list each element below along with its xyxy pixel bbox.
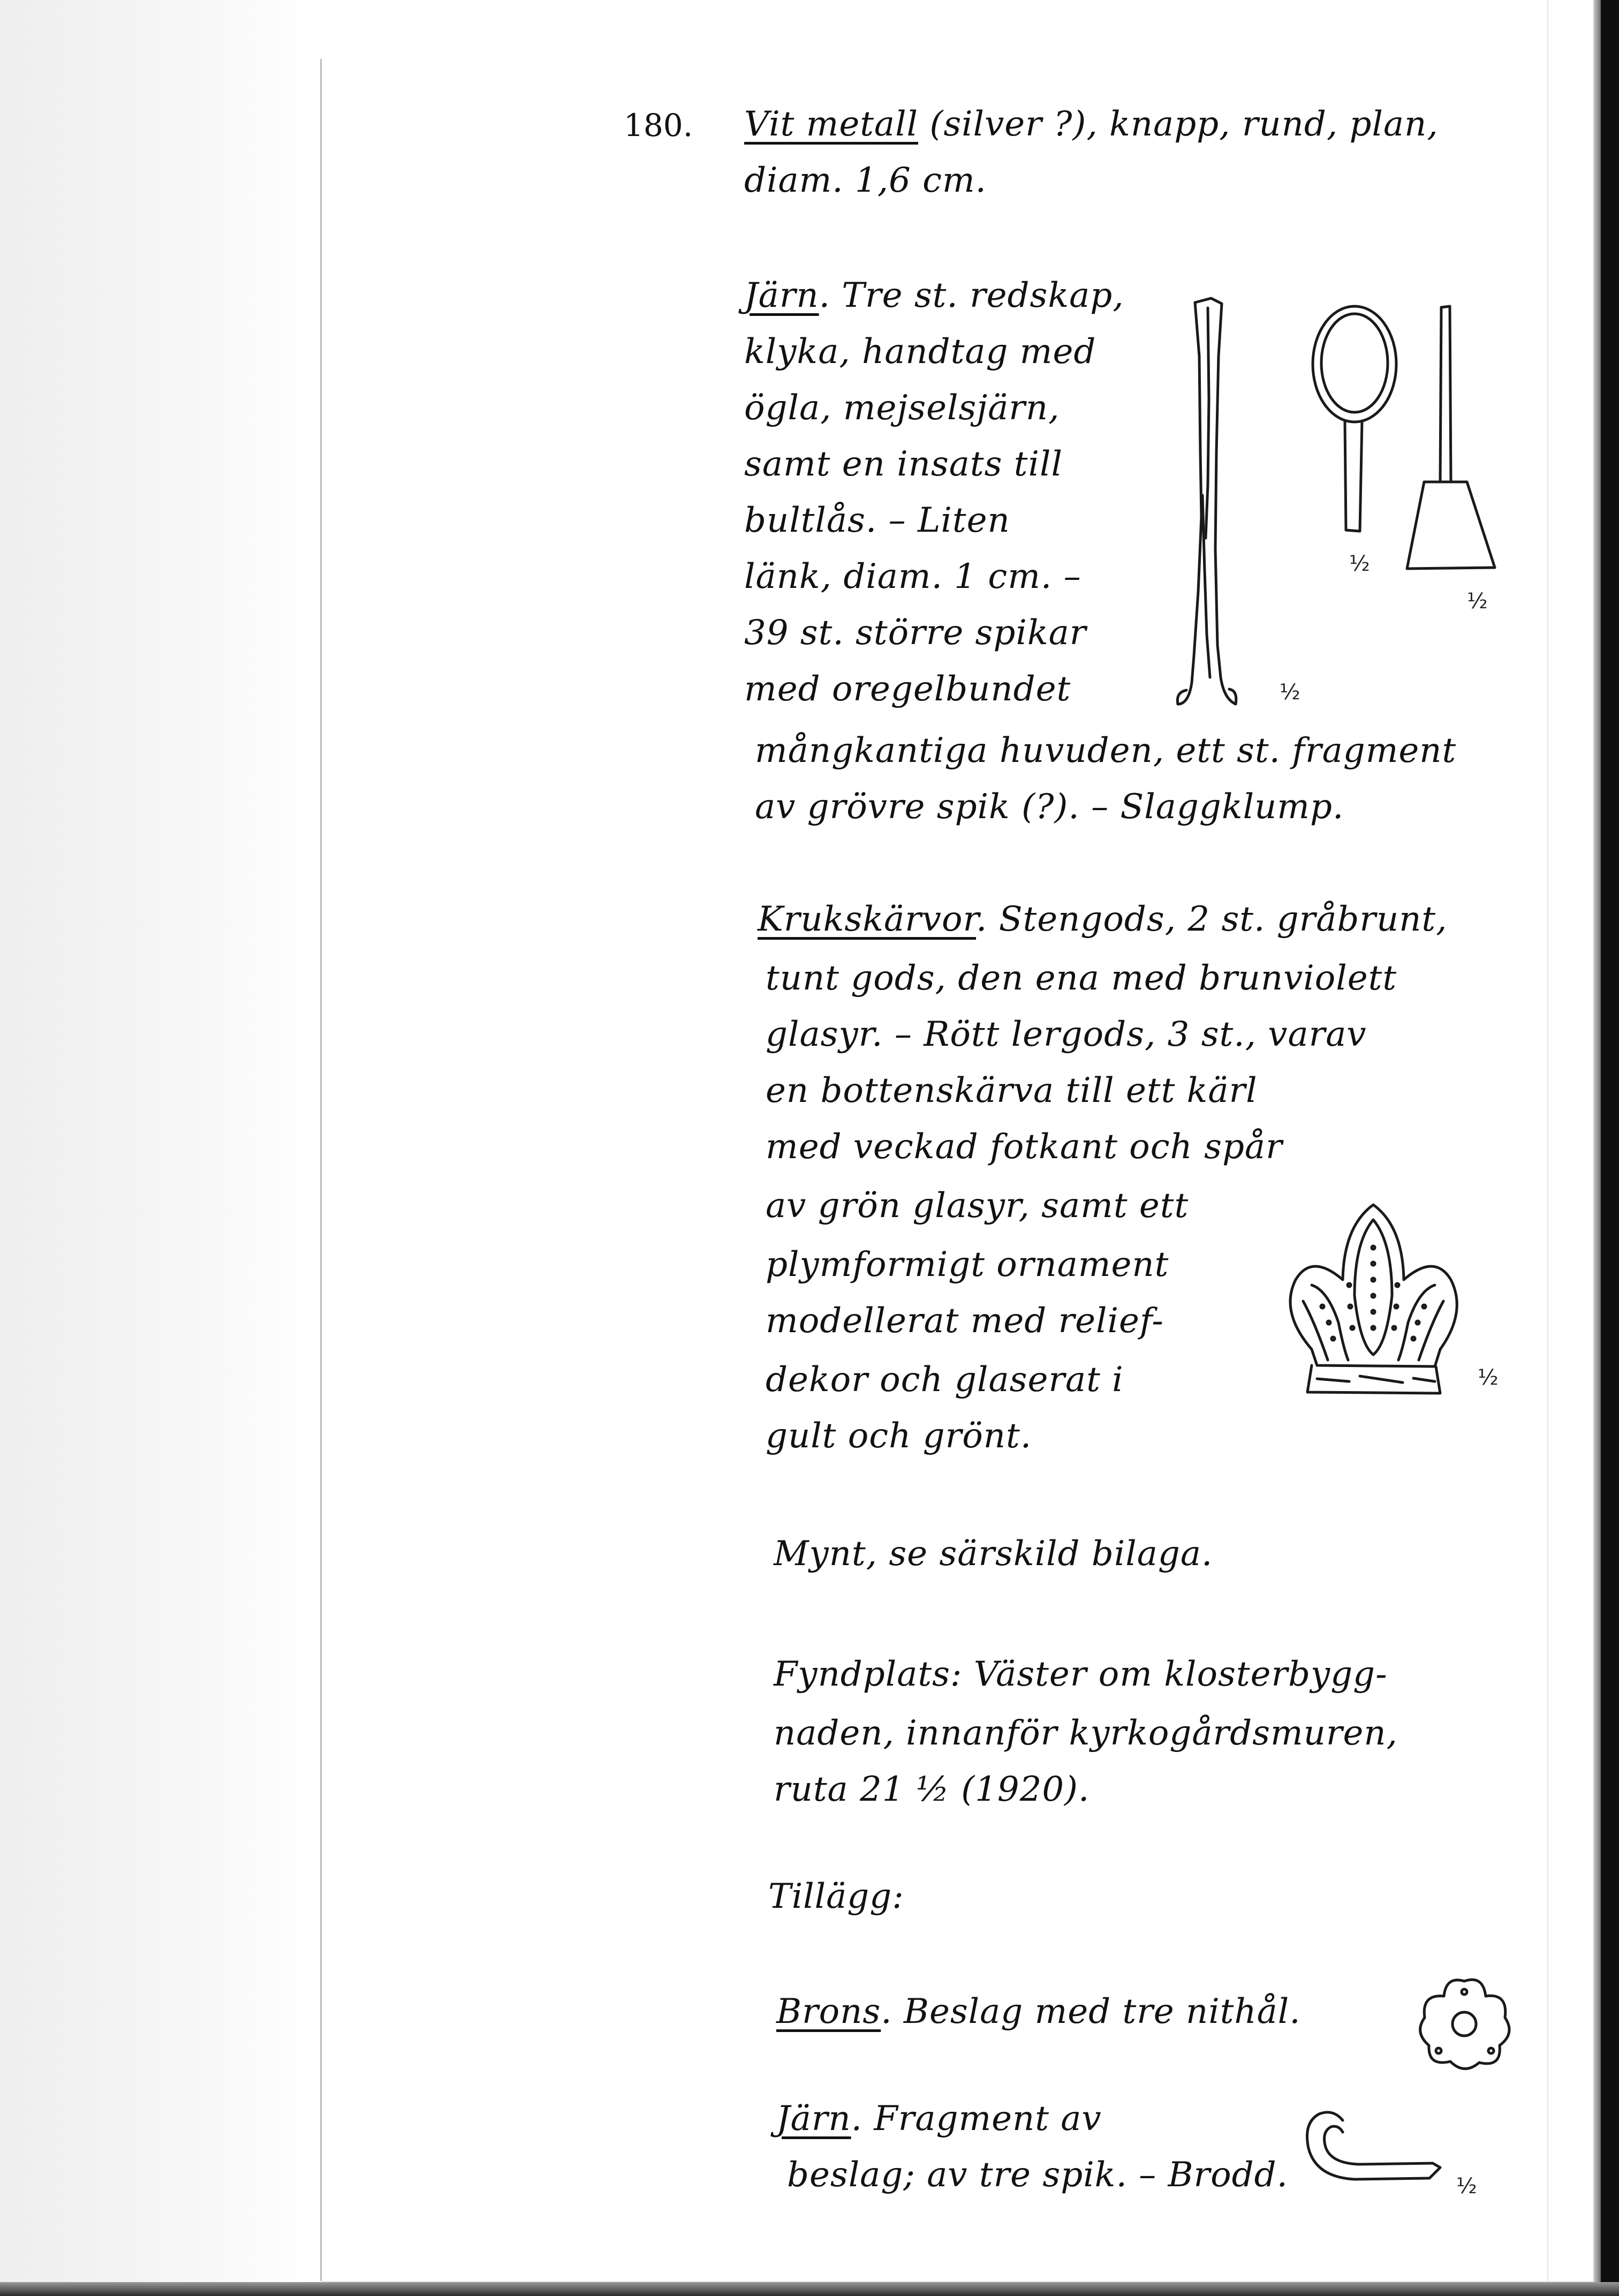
krukskarvor-heading: Krukskärvor [758,900,977,939]
mejsel-scale: ½ [1467,589,1488,614]
jarn2-line-2: beslag; av tre spik. – Brodd. [787,2155,1288,2195]
vit-metall-text: (silver ?), knapp, rund, plan, [918,104,1439,144]
fyndplats-line-2: naden, innanför kyrkogårdsmuren, [774,1713,1398,1753]
ornament-scale: ½ [1478,1365,1499,1390]
jarn-line-4: samt en insats till [744,444,1063,484]
jarn-line-2: klyka, handtag med [744,332,1096,372]
entry-number: 180. [624,107,693,144]
kruk-text-1: . Stengods, 2 st. gråbrunt, [976,900,1448,939]
forked-tool-sketch [1172,292,1253,720]
brodd-scale: ½ [1456,2174,1477,2199]
kruk-line-9: dekor och glaserat i [766,1360,1124,1400]
fyndplats-line-1: Fyndplats: Väster om klosterbygg- [774,1655,1388,1694]
jarn-line-1 [744,276,1124,315]
jarn-line-3: ögla, mejselsjärn, [744,388,1060,428]
gutter-line [320,59,322,2281]
jarn-line-9: mångkantiga huvuden, ett st. fragment [755,731,1457,771]
kruk-line-4: en bottenskärva till ett kärl [766,1071,1258,1111]
jarn-line-7: 39 st. större spikar [744,613,1087,653]
jarn-line-5: bultlås. – Liten [744,501,1010,540]
klyka-scale: ½ [1280,680,1300,705]
jarn-line-10: av grövre spik (?). – Slaggklump. [755,787,1344,827]
spine-shadow [0,0,321,2296]
vit-metall-line-2: diam. 1,6 cm. [744,161,987,200]
chisel-sketch [1397,300,1504,578]
brons-line [776,1992,1301,2031]
kruk-line-10: gult och grönt. [766,1416,1032,1456]
vit-metall-heading: Vit metall [744,104,918,144]
fyndplats-line-3: ruta 21 ½ (1920). [774,1770,1090,1809]
jarn2-line-1 [776,2099,1102,2139]
jarn-line-8: med oregelbundet [744,669,1071,709]
jarn-line-6: länk, diam. 1 cm. – [744,557,1081,596]
vit-metall-line-1 [744,104,1439,144]
kruk-line-7: plymformigt ornament [766,1245,1169,1285]
brons-heading: Brons [776,1992,881,2031]
page-edge-shadow [1593,0,1601,2296]
rosette-fitting-sketch [1411,1970,1518,2078]
kruk-line-5: med veckad fotkant och spår [766,1127,1283,1167]
page-edge [1601,0,1619,2296]
margin-ruling [1547,0,1548,2281]
brons-text: . Beslag med tre nithål. [881,1992,1301,2031]
jarn2-text: . Fragment av [851,2099,1102,2139]
jarn2-heading: Järn [776,2099,851,2139]
kruk-line-3: glasyr. – Rött lergods, 3 st., varav [766,1015,1367,1054]
kruk-line-8: modellerat med relief- [766,1301,1164,1341]
jarn-text-1: . Tre st. redskap, [819,276,1124,315]
plume-ornament-sketch [1280,1194,1467,1408]
handtag-scale: ½ [1349,552,1370,576]
jarn-heading: Järn [744,276,819,315]
mynt-line: Mynt, se särskild bilaga. [774,1534,1213,1574]
hook-fragment-sketch [1296,2104,1451,2195]
kruk-line-2: tunt gods, den ena med brunviolett [766,958,1397,998]
kruk-line-6: av grön glasyr, samt ett [766,1186,1189,1226]
tillagg-line: Tillägg: [768,1877,904,1916]
bottom-edge [0,2282,1619,2296]
kruk-line-1 [758,900,1447,939]
